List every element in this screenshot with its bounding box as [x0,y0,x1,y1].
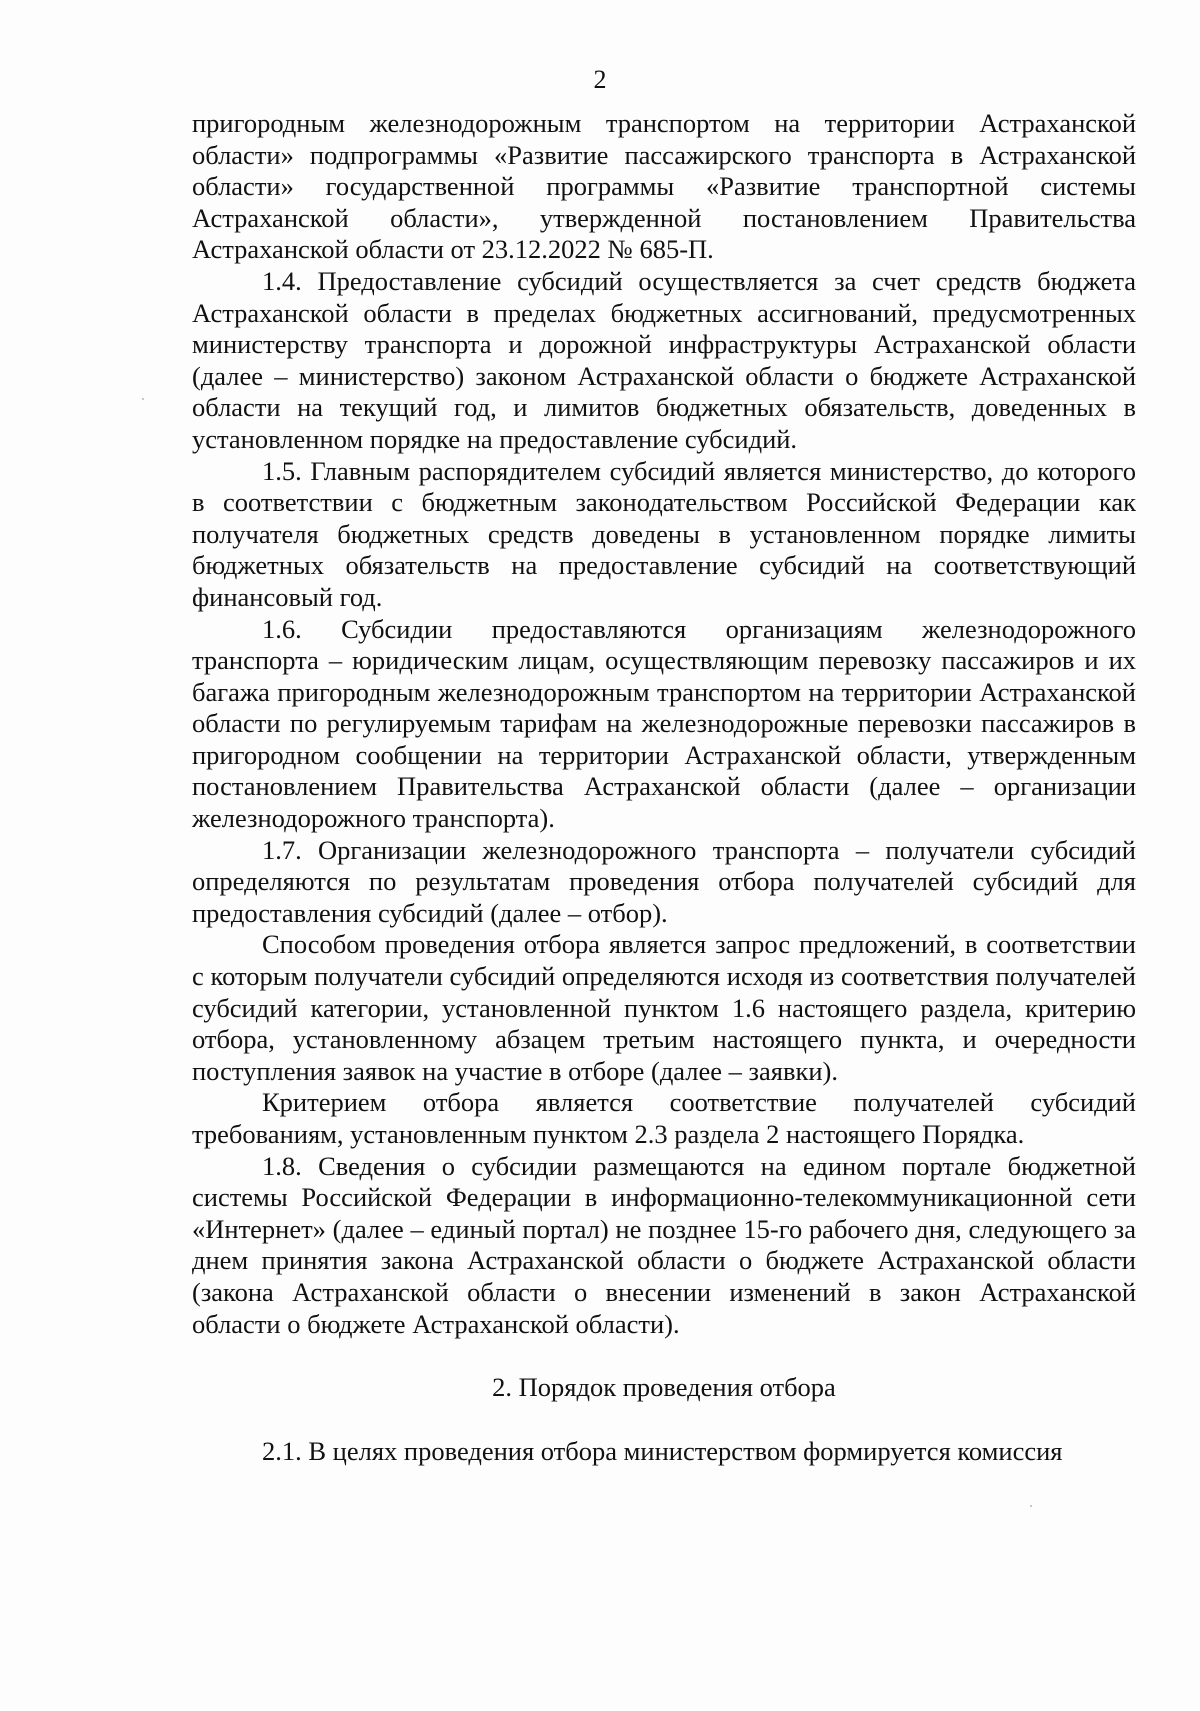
scan-speck [1030,1505,1032,1507]
paragraph-continuation: пригородным железнодорожным транспортом на территории Астраханской области» подпрограммы «Развитие пассажирского транспорта в Астраханской области» государственной программы «Развитие транспортной системы Астраханской области», утвержденной постановлением Правительства Астраханской области от 23.12.2022 № 685-П. [192,108,1136,265]
page-number: 2 [593,65,607,94]
paragraph-1-8: 1.8. Сведения о субсидии размещаются на едином портале бюджетной системы Российской Федерации в информационно-телекоммуникационной сети «Интернет» (далее – единый портал) не позднее 15-го рабочего дня, следующего за днем принятия закона Астраханской области о бюджете Астраханской области (закона Астраханской области о внесении изменений в закон Астраханской области о бюджете Астраханской области). [192,1150,1136,1339]
paragraph-1-4: 1.4. Предоставление субсидий осуществляется за счет средств бюджета Астраханской области в пределах бюджетных ассигнований, предусмотренных министерству транспорта и дорожной инфраструктуры Астраханской области (далее – министерство) законом Астраханской области о бюджете Астраханской области на текущий год, и лимитов бюджетных обязательств, доведенных в установленном порядке на предоставление субсидий. [192,265,1136,454]
document-body [192,108,1136,1467]
paragraph-1-5: 1.5. Главным распорядителем субсидий является министерство, до которого в соответствии с бюджетным законодательством Российской Федерации как получателя бюджетных средств доведены в установленном порядке лимиты бюджетных обязательств на предоставление субсидий на соответствующий финансовый год. [192,455,1136,612]
paragraph-selection-criterion: Критерием отбора является соответствие получателей субсидий требованиям, установленным пунктом 2.3 раздела 2 настоящего Порядка. [192,1087,1136,1149]
paragraph-selection-method: Способом проведения отбора является запрос предложений, в соответствии с которым получатели субсидий определяются исходя из соответствия получателей субсидий категории, установленной пунктом 1.6 настоящего раздела, критерию отбора, установленному абзацем третьим настоящего пункта, и очередности поступления заявок на участие в отборе (далее – заявки). [192,929,1136,1086]
paragraph-1-6: 1.6. Субсидии предоставляются организациям железнодорожного транспорта – юридическим лицам, осуществляющим перевозку пассажиров и их багажа пригородным железнодорожным транспортом на территории Астраханской области по регулируемым тарифам на железнодорожные перевозки пассажиров в пригородном сообщении на территории Астраханской области, утвержденным постановлением Правительства Астраханской области (далее – организации железнодорожного транспорта). [192,613,1136,834]
paragraph-1-7: 1.7. Организации железнодорожного транспорта – получатели субсидий определяются по результатам проведения отбора получателей субсидий для предоставления субсидий (далее – отбор). [192,834,1136,928]
section-heading: 2. Порядок проведения отбора [492,1372,836,1403]
paragraph-2-1: 2.1. В целях проведения отбора министерством формируется комиссия [262,1435,1063,1466]
scan-speck [142,398,144,400]
